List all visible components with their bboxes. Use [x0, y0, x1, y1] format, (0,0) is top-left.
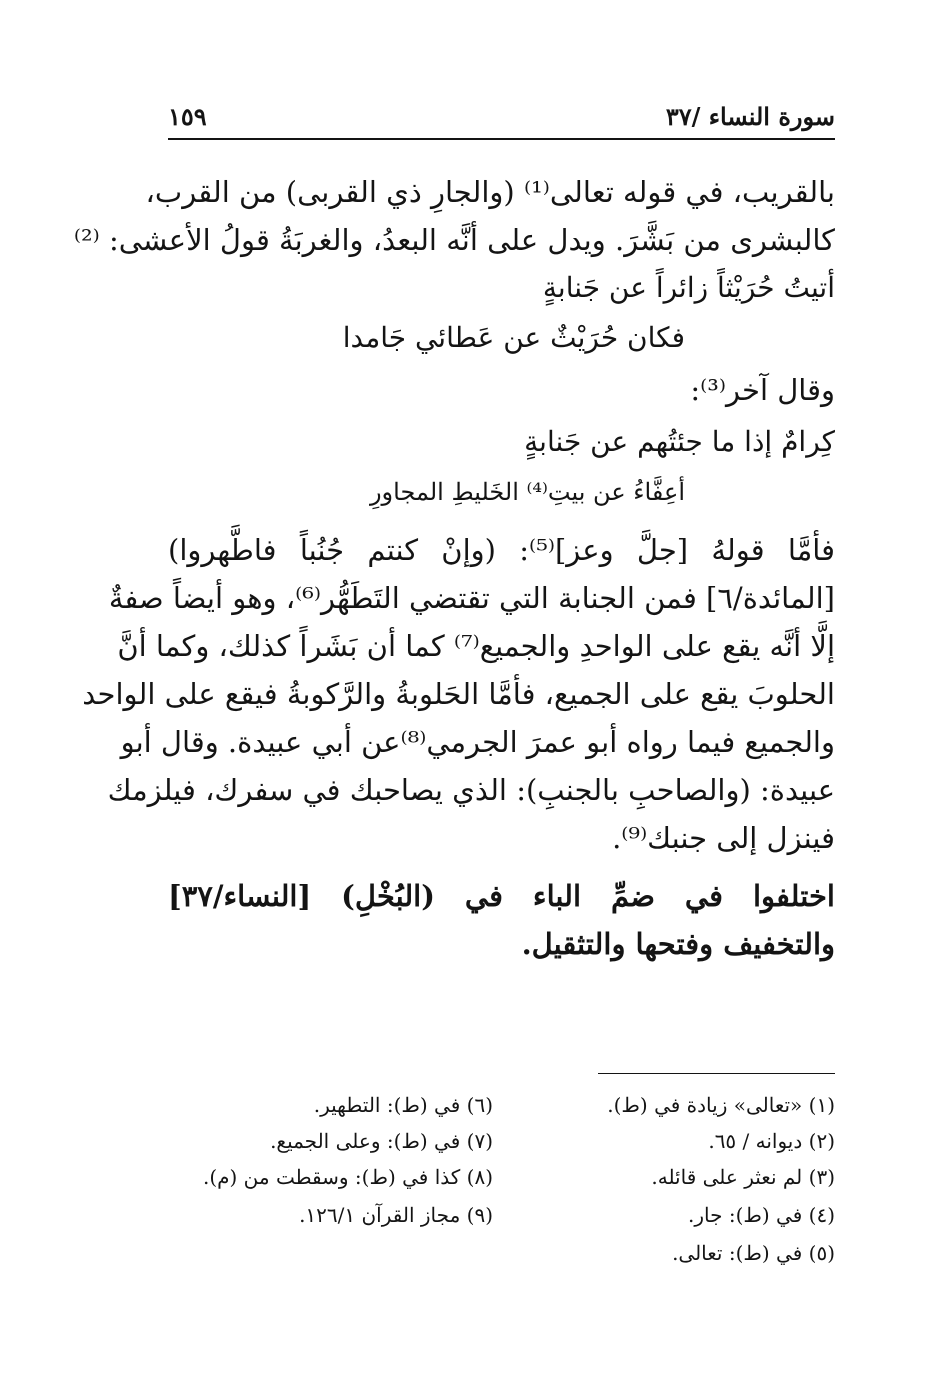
- footnote-8: (٨) كذا في (ط): وسقطت من (م).: [202, 1165, 493, 1189]
- body-line-9: [المائدة/٦] فمن الجنابة التي تقتضي التَطَهُّر⁽⁶⁾، وهو أيضاً صفةٌ: [108, 581, 835, 615]
- poem2-verse-second-hemistich: أعِفَّاءُ عن بيتِ⁽⁴⁾ الخَليطِ المجاورِ: [369, 478, 685, 506]
- body-line-14: فينزل إلى جنبك⁽⁹⁾.: [612, 821, 835, 855]
- poem-verse-second-hemistich: فكان حُرَيْثٌ عن عَطائي جَامدا: [342, 321, 685, 354]
- body-line-12: والجميع فيما رواه أبو عمرَ الجرمي⁽⁸⁾عن أبي عبيدة. وقال أبو: [120, 725, 835, 759]
- poem2-verse-first-hemistich: كِرامٌ إذا ما جئتُهم عن جَنابةٍ: [524, 425, 835, 458]
- footnote-9: (٩) مجاز القرآن ١٢٦/١.: [299, 1203, 493, 1227]
- header-divider: [168, 138, 835, 140]
- footnote-1: (١) «تعالى» زيادة في (ط).: [607, 1093, 835, 1117]
- running-title: سورة النساء /٣٧: [665, 101, 835, 131]
- body-line-other-poet: وقال آخر⁽³⁾:: [690, 373, 835, 407]
- footnote-2: (٢) ديوانه / ٦٥.: [708, 1129, 835, 1153]
- section-heading-line-1: اختلفوا في ضمِّ الباء في (البُخْلِ) [النساء/٣٧]: [168, 879, 835, 913]
- footnote-5: (٥) في (ط): تعالى.: [672, 1241, 835, 1265]
- footnote-divider: [598, 1073, 835, 1074]
- footnote-7: (٧) في (ط): وعلى الجميع.: [270, 1129, 493, 1153]
- body-line-11: الحلوبَ يقع على الجميع، فأمَّا الحَلوبةُ والرَّكوبةُ فيقع على الواحد: [82, 677, 835, 711]
- page-header: [168, 96, 835, 136]
- poem-verse-first-hemistich: أتيتُ حُرَيْثاً زائراً عن جَنابةٍ: [542, 271, 835, 304]
- body-line-13: عبيدة: (والصاحبِ بالجنبِ): الذي يصاحبك في سفرك، فيلزمك: [107, 773, 835, 807]
- body-line-8: فأمَّا قولهُ [جلَّ وعز]⁽⁵⁾: (وإنْ كنتم جُنُباً فاطَّهروا): [168, 533, 835, 567]
- footnote-4: (٤) في (ط): جار.: [688, 1203, 835, 1227]
- body-line-2: كالبشرى من بَشَّرَ. ويدل على أنَّه البعدُ، والغربَةُ قولُ الأعشى: ⁽²⁾: [73, 223, 835, 257]
- body-line-1: بالقريب، في قوله تعالى⁽¹⁾ (والجارِ ذي القربى) من القرب،: [145, 175, 835, 209]
- page-number: ١٥٩: [168, 101, 207, 131]
- section-heading-line-2: والتخفيف وفتحها والتثقيل.: [521, 927, 835, 961]
- body-line-10: إلَّا أنَّه يقع على الواحدِ والجميع⁽⁷⁾ كما أن بَشَراً كذلك، وكما أنَّ: [117, 629, 835, 663]
- footnote-3: (٣) لم نعثر على قائله.: [651, 1165, 835, 1189]
- footnote-6: (٦) في (ط): التطهير.: [313, 1093, 493, 1117]
